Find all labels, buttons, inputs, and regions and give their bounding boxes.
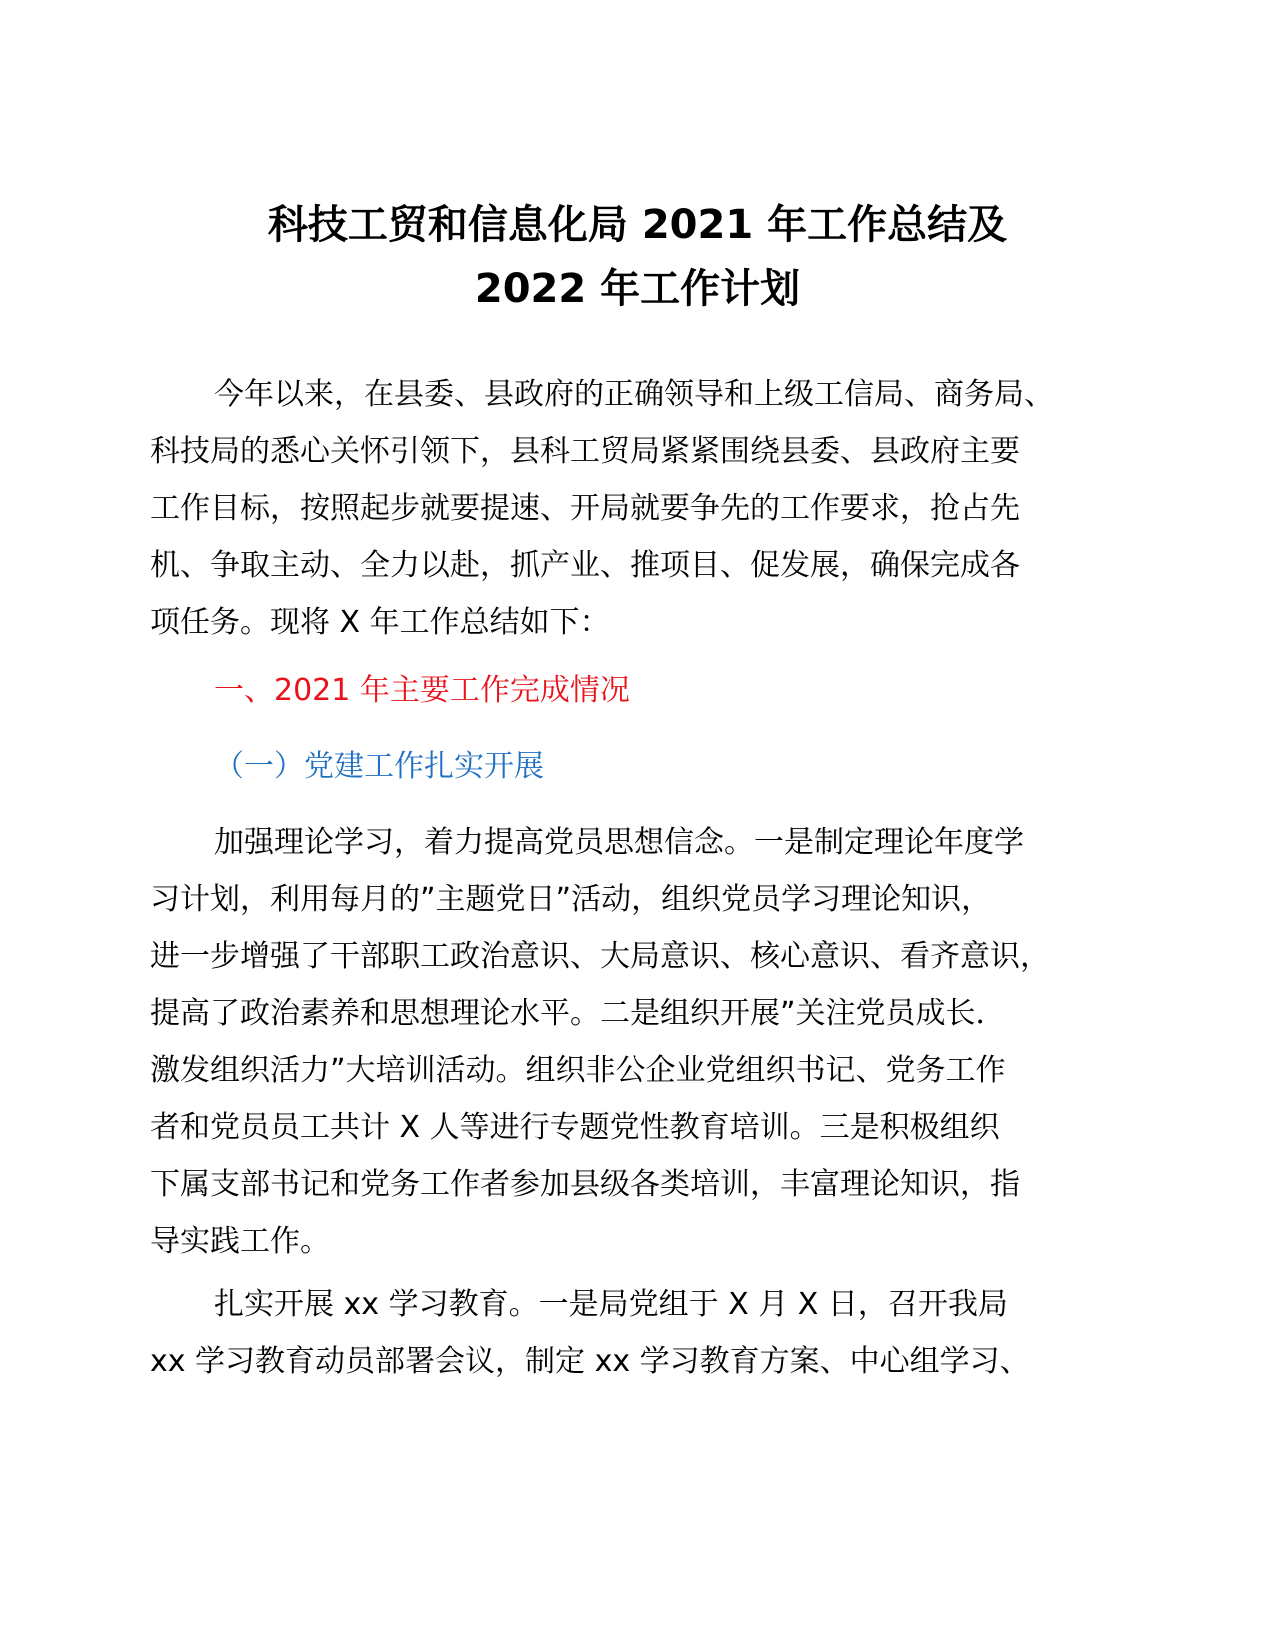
- intro-line: 今年以来，在县委、县政府的正确领导和上级工信局、商务局、: [214, 377, 1054, 412]
- section-heading: 一、2021 年主要工作完成情况: [214, 673, 630, 708]
- title-line-2: 2022 年工作计划: [474, 266, 801, 312]
- paragraph-line: 下属支部书记和党务工作者参加县级各类培训，丰富理论知识，指: [150, 1167, 1020, 1202]
- subsection-heading: （一）党建工作扎实开展: [214, 749, 544, 784]
- paragraph-line: 者和党员员工共计 X 人等进行专题党性教育培训。三是积极组织: [150, 1110, 1000, 1145]
- paragraph-line: 提高了政治素养和思想理论水平。二是组织开展”关注党员成长．: [150, 996, 1006, 1031]
- document-title: [150, 193, 1125, 321]
- intro-line: 项任务。现将 X 年工作总结如下：: [150, 605, 610, 640]
- intro-line: 科技局的悉心关怀引领下，县科工贸局紧紧围绕县委、县政府主要: [150, 434, 1020, 469]
- paragraph-line: 激发组织活力”大培训活动。组织非公企业党组织书记、党务工作: [150, 1053, 1006, 1088]
- paragraph-xx-study: [150, 1276, 1140, 1390]
- intro-line: 工作目标，按照起步就要提速、开局就要争先的工作要求，抢占先: [150, 491, 1020, 526]
- intro-paragraph: [150, 366, 1140, 651]
- paragraph-line: 习计划，利用每月的”主题党日”活动，组织党员学习理论知识，: [150, 882, 992, 917]
- paragraph-line: 导实践工作。: [150, 1224, 330, 1259]
- paragraph-line: 扎实开展 xx 学习教育。一是局党组于 X 月 X 日，召开我局: [214, 1287, 1008, 1322]
- paragraph-theory-study: [150, 814, 1140, 1270]
- intro-line: 机、争取主动、全力以赴，抓产业、推项目、促发展，确保完成各: [150, 548, 1020, 583]
- paragraph-line: 进一步增强了干部职工政治意识、大局意识、核心意识、看齐意识，: [150, 939, 1050, 974]
- paragraph-line: 加强理论学习，着力提高党员思想信念。一是制定理论年度学: [214, 825, 1024, 860]
- paragraph-line: xx 学习教育动员部署会议，制定 xx 学习教育方案、中心组学习、: [150, 1344, 1030, 1379]
- title-line-1: 科技工贸和信息化局 2021 年工作总结及: [267, 202, 1008, 248]
